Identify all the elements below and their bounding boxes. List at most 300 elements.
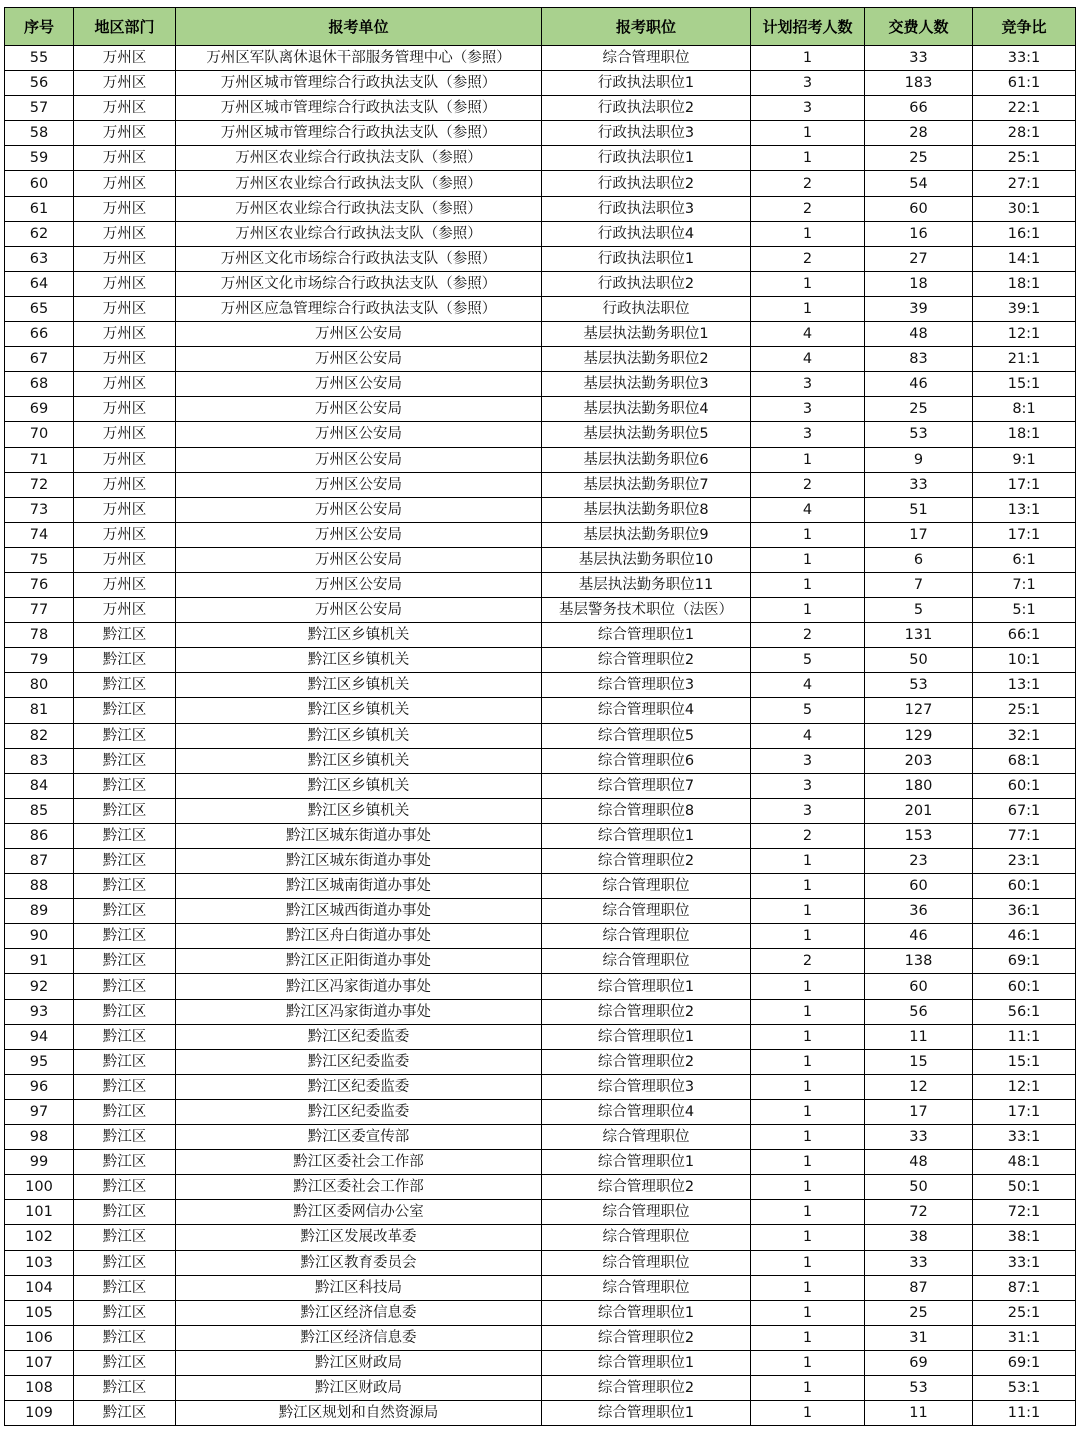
cell-index: 84 — [5, 773, 74, 798]
cell-index: 75 — [5, 547, 74, 572]
cell-planned: 1 — [751, 46, 865, 71]
cell-ratio: 22:1 — [973, 96, 1076, 121]
cell-unit: 黔江区经济信息委 — [176, 1325, 542, 1350]
cell-paid: 25 — [865, 1300, 973, 1325]
cell-ratio: 67:1 — [973, 798, 1076, 823]
cell-unit: 万州区农业综合行政执法支队（参照） — [176, 196, 542, 221]
cell-index: 61 — [5, 196, 74, 221]
cell-ratio: 12:1 — [973, 322, 1076, 347]
cell-ratio: 53:1 — [973, 1375, 1076, 1400]
cell-unit: 万州区公安局 — [176, 497, 542, 522]
cell-ratio: 18:1 — [973, 271, 1076, 296]
cell-ratio: 10:1 — [973, 648, 1076, 673]
table-row — [5, 999, 1076, 1024]
cell-position: 行政执法职位2 — [542, 271, 751, 296]
cell-region: 黔江区 — [74, 1024, 176, 1049]
cell-paid: 53 — [865, 422, 973, 447]
cell-unit: 万州区公安局 — [176, 397, 542, 422]
cell-planned: 2 — [751, 623, 865, 648]
cell-region: 万州区 — [74, 296, 176, 321]
cell-planned: 4 — [751, 673, 865, 698]
cell-region: 黔江区 — [74, 1325, 176, 1350]
cell-planned: 1 — [751, 1350, 865, 1375]
cell-paid: 56 — [865, 999, 973, 1024]
cell-index: 67 — [5, 347, 74, 372]
table-row — [5, 974, 1076, 999]
cell-region: 黔江区 — [74, 1175, 176, 1200]
header-cell-unit: 报考单位 — [176, 8, 542, 46]
cell-planned: 2 — [751, 196, 865, 221]
cell-index: 88 — [5, 874, 74, 899]
table-row — [5, 372, 1076, 397]
cell-ratio: 23:1 — [973, 849, 1076, 874]
data-table — [4, 7, 1076, 1426]
cell-planned: 1 — [751, 1325, 865, 1350]
cell-unit: 万州区农业综合行政执法支队（参照） — [176, 146, 542, 171]
cell-position: 基层执法勤务职位8 — [542, 497, 751, 522]
cell-unit: 万州区公安局 — [176, 472, 542, 497]
cell-ratio: 25:1 — [973, 146, 1076, 171]
table-row — [5, 296, 1076, 321]
cell-region: 万州区 — [74, 196, 176, 221]
cell-index: 91 — [5, 949, 74, 974]
table-row — [5, 1350, 1076, 1375]
cell-planned: 1 — [751, 221, 865, 246]
cell-position: 综合管理职位 — [542, 874, 751, 899]
cell-index: 95 — [5, 1049, 74, 1074]
cell-ratio: 31:1 — [973, 1325, 1076, 1350]
cell-index: 97 — [5, 1099, 74, 1124]
cell-ratio: 60:1 — [973, 874, 1076, 899]
cell-ratio: 17:1 — [973, 472, 1076, 497]
cell-paid: 183 — [865, 71, 973, 96]
cell-position: 综合管理职位3 — [542, 1074, 751, 1099]
cell-planned: 1 — [751, 296, 865, 321]
table-row — [5, 748, 1076, 773]
cell-region: 黔江区 — [74, 974, 176, 999]
cell-index: 103 — [5, 1250, 74, 1275]
cell-ratio: 33:1 — [973, 1250, 1076, 1275]
cell-planned: 1 — [751, 572, 865, 597]
cell-position: 基层执法勤务职位3 — [542, 372, 751, 397]
cell-index: 66 — [5, 322, 74, 347]
cell-index: 64 — [5, 271, 74, 296]
cell-region: 黔江区 — [74, 1099, 176, 1124]
cell-position: 基层执法勤务职位7 — [542, 472, 751, 497]
cell-planned: 1 — [751, 1300, 865, 1325]
cell-unit: 黔江区正阳街道办事处 — [176, 949, 542, 974]
cell-index: 76 — [5, 572, 74, 597]
cell-region: 黔江区 — [74, 773, 176, 798]
cell-planned: 2 — [751, 171, 865, 196]
cell-paid: 131 — [865, 623, 973, 648]
cell-position: 基层执法勤务职位4 — [542, 397, 751, 422]
cell-planned: 1 — [751, 522, 865, 547]
cell-paid: 60 — [865, 196, 973, 221]
cell-unit: 黔江区经济信息委 — [176, 1300, 542, 1325]
table-row — [5, 96, 1076, 121]
cell-region: 万州区 — [74, 46, 176, 71]
cell-planned: 1 — [751, 1024, 865, 1049]
cell-paid: 31 — [865, 1325, 973, 1350]
cell-unit: 黔江区委宣传部 — [176, 1125, 542, 1150]
cell-position: 行政执法职位 — [542, 296, 751, 321]
cell-index: 107 — [5, 1350, 74, 1375]
table-row — [5, 196, 1076, 221]
cell-ratio: 60:1 — [973, 974, 1076, 999]
table-row — [5, 1049, 1076, 1074]
cell-index: 109 — [5, 1401, 74, 1426]
cell-paid: 87 — [865, 1275, 973, 1300]
cell-position: 基层警务技术职位（法医） — [542, 598, 751, 623]
cell-planned: 1 — [751, 1275, 865, 1300]
cell-paid: 69 — [865, 1350, 973, 1375]
cell-ratio: 5:1 — [973, 598, 1076, 623]
cell-ratio: 16:1 — [973, 221, 1076, 246]
table-row — [5, 623, 1076, 648]
cell-index: 108 — [5, 1375, 74, 1400]
cell-ratio: 36:1 — [973, 899, 1076, 924]
cell-paid: 25 — [865, 397, 973, 422]
cell-ratio: 18:1 — [973, 422, 1076, 447]
cell-unit: 黔江区委社会工作部 — [176, 1175, 542, 1200]
cell-paid: 33 — [865, 46, 973, 71]
cell-unit: 黔江区乡镇机关 — [176, 623, 542, 648]
cell-region: 黔江区 — [74, 1250, 176, 1275]
cell-position: 综合管理职位8 — [542, 798, 751, 823]
cell-region: 黔江区 — [74, 874, 176, 899]
cell-ratio: 38:1 — [973, 1225, 1076, 1250]
cell-paid: 7 — [865, 572, 973, 597]
cell-unit: 黔江区城东街道办事处 — [176, 849, 542, 874]
cell-position: 综合管理职位 — [542, 1225, 751, 1250]
cell-paid: 50 — [865, 648, 973, 673]
cell-unit: 黔江区乡镇机关 — [176, 673, 542, 698]
table-row — [5, 397, 1076, 422]
cell-planned: 1 — [751, 1250, 865, 1275]
cell-ratio: 60:1 — [973, 773, 1076, 798]
cell-unit: 万州区城市管理综合行政执法支队（参照） — [176, 96, 542, 121]
cell-ratio: 33:1 — [973, 1125, 1076, 1150]
cell-region: 万州区 — [74, 472, 176, 497]
cell-region: 万州区 — [74, 322, 176, 347]
table-row — [5, 547, 1076, 572]
cell-ratio: 72:1 — [973, 1200, 1076, 1225]
cell-index: 55 — [5, 46, 74, 71]
cell-position: 综合管理职位1 — [542, 823, 751, 848]
header-cell-position: 报考职位 — [542, 8, 751, 46]
cell-index: 106 — [5, 1325, 74, 1350]
cell-position: 综合管理职位5 — [542, 723, 751, 748]
cell-position: 综合管理职位1 — [542, 1024, 751, 1049]
cell-paid: 60 — [865, 974, 973, 999]
table-row — [5, 246, 1076, 271]
table-row — [5, 648, 1076, 673]
table-row — [5, 723, 1076, 748]
cell-planned: 3 — [751, 96, 865, 121]
cell-planned: 1 — [751, 849, 865, 874]
table-row — [5, 1325, 1076, 1350]
cell-index: 74 — [5, 522, 74, 547]
cell-region: 黔江区 — [74, 924, 176, 949]
cell-region: 万州区 — [74, 422, 176, 447]
cell-position: 综合管理职位2 — [542, 1325, 751, 1350]
cell-region: 黔江区 — [74, 1300, 176, 1325]
cell-index: 70 — [5, 422, 74, 447]
cell-ratio: 15:1 — [973, 1049, 1076, 1074]
table-body — [5, 46, 1076, 1426]
cell-position: 综合管理职位2 — [542, 648, 751, 673]
cell-unit: 黔江区乡镇机关 — [176, 773, 542, 798]
cell-unit: 万州区城市管理综合行政执法支队（参照） — [176, 71, 542, 96]
cell-paid: 48 — [865, 1150, 973, 1175]
cell-paid: 33 — [865, 1125, 973, 1150]
cell-planned: 1 — [751, 271, 865, 296]
cell-paid: 53 — [865, 1375, 973, 1400]
cell-region: 黔江区 — [74, 1225, 176, 1250]
cell-position: 基层执法勤务职位10 — [542, 547, 751, 572]
cell-unit: 黔江区乡镇机关 — [176, 748, 542, 773]
cell-index: 93 — [5, 999, 74, 1024]
cell-region: 黔江区 — [74, 1125, 176, 1150]
cell-unit: 万州区军队离休退休干部服务管理中心（参照） — [176, 46, 542, 71]
cell-region: 万州区 — [74, 397, 176, 422]
header-cell-planned: 计划招考人数 — [751, 8, 865, 46]
table-row — [5, 221, 1076, 246]
table-row — [5, 271, 1076, 296]
cell-ratio: 48:1 — [973, 1150, 1076, 1175]
cell-region: 黔江区 — [74, 748, 176, 773]
cell-ratio: 30:1 — [973, 196, 1076, 221]
table-row — [5, 71, 1076, 96]
cell-region: 黔江区 — [74, 999, 176, 1024]
cell-ratio: 25:1 — [973, 698, 1076, 723]
cell-paid: 15 — [865, 1049, 973, 1074]
data-table-container — [4, 7, 1076, 1426]
cell-index: 90 — [5, 924, 74, 949]
cell-unit: 万州区公安局 — [176, 522, 542, 547]
cell-ratio: 17:1 — [973, 522, 1076, 547]
cell-unit: 黔江区乡镇机关 — [176, 798, 542, 823]
cell-position: 综合管理职位7 — [542, 773, 751, 798]
cell-planned: 1 — [751, 1099, 865, 1124]
cell-unit: 黔江区冯家街道办事处 — [176, 999, 542, 1024]
cell-position: 综合管理职位2 — [542, 999, 751, 1024]
table-row — [5, 572, 1076, 597]
cell-position: 行政执法职位1 — [542, 246, 751, 271]
cell-index: 81 — [5, 698, 74, 723]
cell-planned: 1 — [751, 447, 865, 472]
cell-position: 综合管理职位1 — [542, 1150, 751, 1175]
cell-position: 综合管理职位 — [542, 46, 751, 71]
cell-paid: 46 — [865, 924, 973, 949]
cell-unit: 黔江区纪委监委 — [176, 1024, 542, 1049]
cell-position: 行政执法职位2 — [542, 171, 751, 196]
cell-planned: 4 — [751, 322, 865, 347]
cell-position: 行政执法职位3 — [542, 196, 751, 221]
cell-planned: 4 — [751, 347, 865, 372]
table-row — [5, 698, 1076, 723]
cell-unit: 万州区公安局 — [176, 372, 542, 397]
cell-region: 黔江区 — [74, 823, 176, 848]
cell-index: 100 — [5, 1175, 74, 1200]
cell-index: 79 — [5, 648, 74, 673]
cell-ratio: 11:1 — [973, 1024, 1076, 1049]
cell-unit: 黔江区教育委员会 — [176, 1250, 542, 1275]
cell-position: 综合管理职位3 — [542, 673, 751, 698]
cell-planned: 5 — [751, 698, 865, 723]
cell-planned: 3 — [751, 748, 865, 773]
cell-region: 黔江区 — [74, 1375, 176, 1400]
cell-paid: 138 — [865, 949, 973, 974]
cell-paid: 11 — [865, 1024, 973, 1049]
cell-index: 83 — [5, 748, 74, 773]
table-row — [5, 497, 1076, 522]
cell-region: 万州区 — [74, 347, 176, 372]
cell-position: 综合管理职位1 — [542, 1401, 751, 1426]
cell-index: 96 — [5, 1074, 74, 1099]
cell-paid: 54 — [865, 171, 973, 196]
table-row — [5, 447, 1076, 472]
cell-planned: 4 — [751, 497, 865, 522]
cell-position: 行政执法职位2 — [542, 96, 751, 121]
table-row — [5, 798, 1076, 823]
cell-unit: 万州区农业综合行政执法支队（参照） — [176, 171, 542, 196]
cell-position: 基层执法勤务职位11 — [542, 572, 751, 597]
table-row — [5, 823, 1076, 848]
cell-planned: 2 — [751, 472, 865, 497]
cell-ratio: 68:1 — [973, 748, 1076, 773]
cell-index: 92 — [5, 974, 74, 999]
cell-paid: 39 — [865, 296, 973, 321]
cell-region: 黔江区 — [74, 1350, 176, 1375]
cell-paid: 16 — [865, 221, 973, 246]
cell-paid: 48 — [865, 322, 973, 347]
table-row — [5, 1024, 1076, 1049]
cell-ratio: 25:1 — [973, 1300, 1076, 1325]
cell-region: 黔江区 — [74, 1200, 176, 1225]
table-row — [5, 673, 1076, 698]
cell-region: 万州区 — [74, 221, 176, 246]
cell-paid: 33 — [865, 472, 973, 497]
cell-region: 万州区 — [74, 572, 176, 597]
table-row — [5, 1074, 1076, 1099]
cell-position: 综合管理职位 — [542, 949, 751, 974]
cell-region: 万州区 — [74, 71, 176, 96]
cell-ratio: 87:1 — [973, 1275, 1076, 1300]
header-cell-index: 序号 — [5, 8, 74, 46]
cell-planned: 4 — [751, 723, 865, 748]
cell-position: 综合管理职位4 — [542, 698, 751, 723]
table-row — [5, 1401, 1076, 1426]
cell-position: 综合管理职位2 — [542, 849, 751, 874]
header-cell-paid: 交费人数 — [865, 8, 973, 46]
cell-index: 87 — [5, 849, 74, 874]
cell-region: 黔江区 — [74, 899, 176, 924]
cell-index: 72 — [5, 472, 74, 497]
cell-index: 77 — [5, 598, 74, 623]
table-row — [5, 899, 1076, 924]
cell-planned: 5 — [751, 648, 865, 673]
cell-planned: 1 — [751, 1175, 865, 1200]
cell-index: 65 — [5, 296, 74, 321]
cell-ratio: 66:1 — [973, 623, 1076, 648]
cell-index: 62 — [5, 221, 74, 246]
cell-index: 69 — [5, 397, 74, 422]
cell-region: 黔江区 — [74, 623, 176, 648]
cell-index: 63 — [5, 246, 74, 271]
cell-ratio: 33:1 — [973, 46, 1076, 71]
cell-region: 黔江区 — [74, 1049, 176, 1074]
table-row — [5, 1300, 1076, 1325]
cell-position: 综合管理职位4 — [542, 1099, 751, 1124]
cell-unit: 黔江区城南街道办事处 — [176, 874, 542, 899]
cell-position: 行政执法职位3 — [542, 121, 751, 146]
cell-paid: 60 — [865, 874, 973, 899]
cell-unit: 黔江区纪委监委 — [176, 1074, 542, 1099]
cell-paid: 17 — [865, 522, 973, 547]
cell-region: 万州区 — [74, 146, 176, 171]
cell-unit: 黔江区财政局 — [176, 1350, 542, 1375]
cell-region: 黔江区 — [74, 723, 176, 748]
cell-unit: 万州区应急管理综合行政执法支队（参照） — [176, 296, 542, 321]
cell-region: 万州区 — [74, 598, 176, 623]
cell-planned: 1 — [751, 1074, 865, 1099]
cell-paid: 28 — [865, 121, 973, 146]
cell-region: 黔江区 — [74, 698, 176, 723]
cell-paid: 6 — [865, 547, 973, 572]
table-row — [5, 1125, 1076, 1150]
cell-position: 综合管理职位 — [542, 1250, 751, 1275]
cell-ratio: 8:1 — [973, 397, 1076, 422]
cell-unit: 黔江区发展改革委 — [176, 1225, 542, 1250]
cell-planned: 1 — [751, 974, 865, 999]
cell-region: 万州区 — [74, 497, 176, 522]
cell-position: 综合管理职位1 — [542, 1350, 751, 1375]
cell-paid: 17 — [865, 1099, 973, 1124]
cell-unit: 万州区农业综合行政执法支队（参照） — [176, 221, 542, 246]
cell-region: 黔江区 — [74, 849, 176, 874]
cell-ratio: 77:1 — [973, 823, 1076, 848]
cell-position: 基层执法勤务职位2 — [542, 347, 751, 372]
cell-ratio: 61:1 — [973, 71, 1076, 96]
cell-ratio: 28:1 — [973, 121, 1076, 146]
cell-planned: 1 — [751, 1225, 865, 1250]
table-row — [5, 773, 1076, 798]
cell-region: 黔江区 — [74, 1275, 176, 1300]
cell-region: 万州区 — [74, 246, 176, 271]
cell-position: 行政执法职位4 — [542, 221, 751, 246]
cell-planned: 1 — [751, 924, 865, 949]
cell-paid: 36 — [865, 899, 973, 924]
header-cell-ratio: 竞争比 — [973, 8, 1076, 46]
cell-unit: 黔江区城西街道办事处 — [176, 899, 542, 924]
table-row — [5, 1250, 1076, 1275]
cell-unit: 黔江区乡镇机关 — [176, 698, 542, 723]
cell-region: 黔江区 — [74, 648, 176, 673]
cell-ratio: 39:1 — [973, 296, 1076, 321]
cell-region: 万州区 — [74, 171, 176, 196]
cell-index: 82 — [5, 723, 74, 748]
cell-unit: 万州区公安局 — [176, 598, 542, 623]
table-row — [5, 598, 1076, 623]
cell-region: 万州区 — [74, 121, 176, 146]
cell-region: 万州区 — [74, 547, 176, 572]
cell-paid: 53 — [865, 673, 973, 698]
cell-planned: 3 — [751, 372, 865, 397]
cell-paid: 9 — [865, 447, 973, 472]
cell-ratio: 13:1 — [973, 497, 1076, 522]
